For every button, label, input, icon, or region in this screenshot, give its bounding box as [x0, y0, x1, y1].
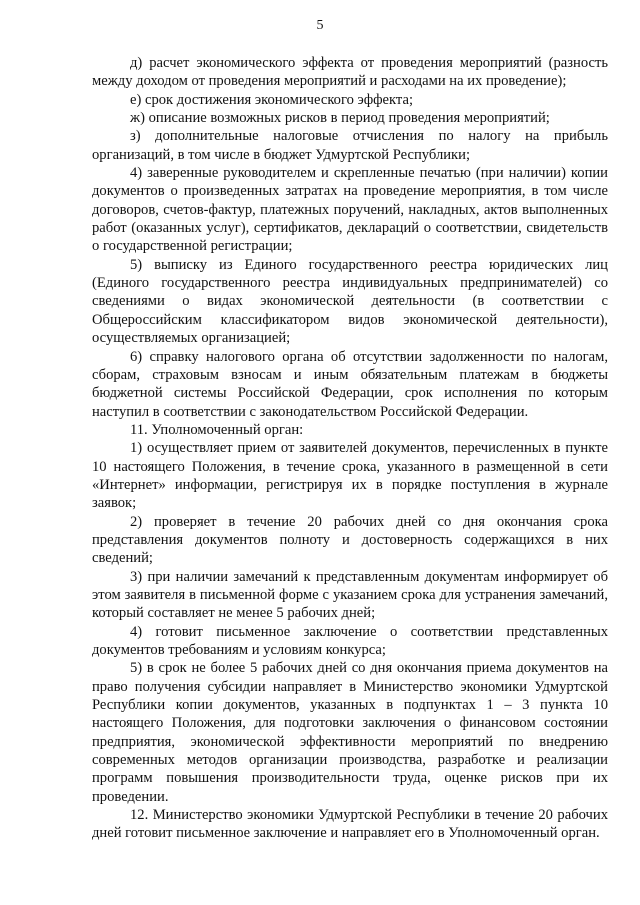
page-number: 5	[316, 18, 324, 33]
paragraph-section-11-item-4: 4) готовит письменное заключение о соответствии представленных документов требованиям и условиям конкурса;	[92, 623, 608, 658]
paragraph-section-11-item-1: 1) осуществляет прием от заявителей документов, перечисленных в пункте 10 настоящего Положения, в течение срока, указанного в размещенной в сети «Интернет» информации, регистрируя их в порядке поступления в журнале заявок;	[92, 440, 608, 512]
paragraph-subitem-zh: ж) описание возможных рисков в период проведения мероприятий;	[130, 110, 550, 127]
paragraph-section-11-item-2: 2) проверяет в течение 20 рабочих дней со дня окончания срока представления документов полноту и достоверность содержащихся в них сведений;	[92, 513, 608, 567]
paragraph-item-5: 5) выписку из Единого государственного реестра юридических лиц (Единого государственного реестра индивидуальных предпринимателей) со сведениями о видах экономической деятельности (в соответствии с Общероссийским классификатором видов экономической деятельности), осуществляемых организацией;	[92, 256, 608, 347]
paragraph-subitem-z: з) дополнительные налоговые отчисления по налогу на прибыль организаций, в том числе в бюджет Удмуртской Республики;	[92, 128, 608, 163]
paragraph-section-11-item-3: 3) при наличии замечаний к представленным документам информирует об этом заявителя в письменной форме с указанием срока для устранения замечаний, который составляет не менее 5 рабочих дней;	[92, 568, 608, 622]
paragraph-item-4: 4) заверенные руководителем и скрепленные печатью (при наличии) копии документов о произведенных затратах на проведение мероприятия, в том числе договоров, счетов-фактур, платежных поручений, накладных, актов выполненных работ (оказанных услуг), сертификатов, деклараций о соответствии, свидетельств о государственной регистрации;	[92, 165, 608, 255]
paragraph-subitem-e: е) срок достижения экономического эффекта;	[130, 91, 414, 108]
paragraph-subitem-d: д) расчет экономического эффекта от проведения мероприятий (разность между доходом от проведения мероприятий и расходами на их проведение);	[92, 55, 608, 90]
paragraph-item-6: 6) справку налогового органа об отсутствии задолженности по налогам, сборам, страховым взносам и иным обязательным платежам в бюджеты бюджетной системы Российской Федерации, срок исполнения по которым наступил в соответствии с законодательством Российской Федерации.	[92, 348, 608, 420]
paragraph-section-12: 12. Министерство экономики Удмуртской Республики в течение 20 рабочих дней готовит письменное заключение и направляет его в Уполномоченный орган.	[92, 807, 608, 842]
section-11-heading: 11. Уполномоченный орган:	[130, 421, 304, 438]
document-body	[92, 54, 608, 843]
paragraph-section-11-item-5: 5) в срок не более 5 рабочих дней со дня окончания приема документов на право получения субсидии направляет в Министерство экономики Удмуртской Республики копии документов, указанных в подпунктах 1 – 3 пункта 10 настоящего Положения, для подготовки заключения о финансовом состоянии предприятия, экономической эффективности мероприятий по внедрению современных методов организации производства, разработке и реализации программ повышения производительности труда, оценке рисков при их проведении.	[92, 660, 608, 805]
